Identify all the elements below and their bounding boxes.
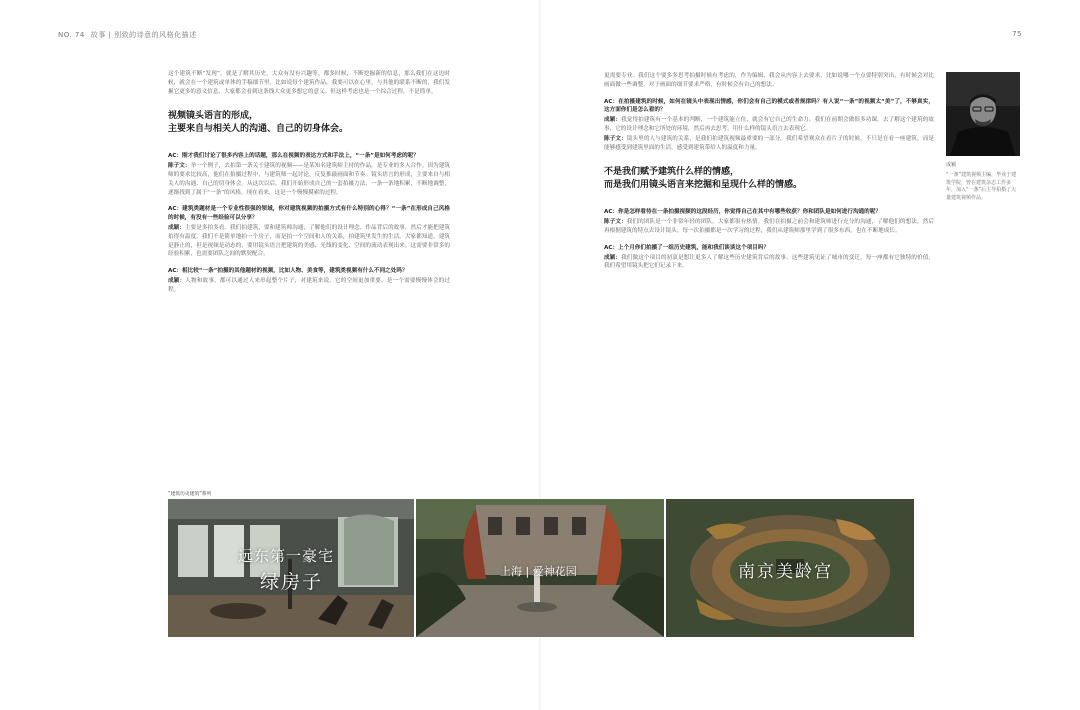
meiling-palace-title: 南京美龄宫 <box>738 562 833 582</box>
right-page-column <box>604 72 934 279</box>
question-3: AC：相比较“一条”拍摄的其他题材的视频，比如人物、美食等，建筑类视频有什么不同之处吗？ <box>168 268 408 275</box>
green-house-title-line-2: 绿房子 <box>260 571 324 593</box>
gallery-panel-eros-garden <box>416 499 664 637</box>
left-folio <box>58 30 197 40</box>
question-4: AC：在拍摄建筑的时候，如何在镜头中表现出情感，你们会有自己的模式或者规律吗？有人说“一条”的视频太“美”了，不够真实，这方面你们是怎么看的？ <box>604 98 934 114</box>
answer-1: 陈子文：举一个例子，去拍第一条关于建筑的视频——是某知名建筑师主持的作品，是专业的多人合作。因为建筑师的要求比较高，他们在拍摄过程中，与建筑师一起讨论，反复推敲画面和节奏。镜头语言的形成，主要来自与相关人的沟通、自己的切身体会。从这次以后，我们开始形成自己的一套拍摄方法，一条一条地积累，不断地调整，逐渐找到了属于“一条”的风格。现在看来，这是一个慢慢摸索的过程。 <box>168 163 450 196</box>
question-6: AC：你是怎样看待在一条拍摄视频的这段经历，你觉得自己在其中有哪些收获？你和团队是如何进行沟通的呢？ <box>604 209 881 216</box>
left-section-heading <box>168 110 450 136</box>
right-section-heading <box>604 166 934 192</box>
gallery-panel-meiling-palace <box>666 499 914 637</box>
left-page-number: NO. 74 <box>58 31 85 39</box>
answer-6: 陈子文：我们的团队是一个非常年轻的团队，大家都很有热情。我们在拍摄之前会和建筑师进行充分的沟通，了解他们的想法，然后再根据建筑的特点去设计镜头。每一次拍摄都是一次学习的过程，我们从建筑师那里学到了很多东西，也在不断地成长。 <box>604 219 934 234</box>
gallery-label: “建筑历史建筑”系列 <box>168 492 212 497</box>
question-7: AC：上个月你们拍摄了一组历史建筑，能和我们谈谈这个项目吗？ <box>604 244 770 251</box>
left-heading-line-2: 主要来自与相关人的沟通、自己的切身体会。 <box>168 124 349 135</box>
answer-2: 成颖：主要是多拍多看。我们拍建筑，要和建筑师沟通，了解他们的设计理念、作品背后的故事，然后才能把建筑拍得有温度。我们不是简单地拍一个房子，而是拍一个空间和人的关系，拍建筑里发生的生活。大家都知道，建筑是静止的，但是视频是动态的，要用镜头语言把建筑的美感、光线的变化、空间的流动表现出来。这需要非常多的经验积累，也需要团队之间的默契配合。 <box>168 224 450 258</box>
portrait-caption: “一条”建筑视频主编，毕业于建筑学院，曾在建筑杂志工作多年，加入“一条”后主导拍摄了大量建筑视频作品。 <box>946 172 1017 201</box>
answer-5: 陈子文：镜头里的人与建筑的关系，是我们拍建筑视频最重要的一部分。我们希望观众在看片子的时候，不只是在看一座建筑，而是能够感受到建筑里面的生活，感受到建筑带给人的温度和力量。 <box>604 135 934 151</box>
left-section-title: 故事 | 别致的诗意的风格化描述 <box>90 31 197 39</box>
green-house-title-line-1: 远东第一豪宅 <box>238 547 335 565</box>
gallery-panel-green-house <box>168 499 414 637</box>
right-heading-line-2: 而是我们用镜头语言来挖掘和呈现什么样的情感。 <box>604 180 803 191</box>
answer-3: 成颖：人物和故事，都可以通过人来串起整个片子，对建筑来说，它的空间更加重要，是一个需要慢慢体会的过程。 <box>168 277 450 293</box>
portrait-name: 成颖 <box>946 162 957 168</box>
left-heading-line-1: 视频镜头语言的形成， <box>168 111 259 122</box>
portrait-photo <box>946 72 1020 156</box>
eros-garden-title: 上海 | 爱神花园 <box>500 565 577 578</box>
answer-4: 成颖：我觉得拍建筑有一个基本的判断，一个建筑能立住，就会有它自己的生命力。我们在前期会做很多功课，去了解这个建筑的故事，它的设计理念和它所处的环境，然后再去思考，用什么样的镜头语言去表现它。 <box>604 117 934 132</box>
portrait-illustration <box>946 72 1020 156</box>
question-1: AC：刚才我们讨论了很多内容上的话题，那么在视频的表达方式和手法上，“一条”是如何考虑的呢？ <box>168 153 419 160</box>
left-page-column <box>168 70 450 303</box>
answer-7: 成颖：我们做这个项目的初衷是想让更多人了解这些历史建筑背后的故事。这些建筑见证了城市的变迁，每一座都有它独特的价值，我们希望用镜头把它们记录下来。 <box>604 254 934 270</box>
right-intro-paragraph: 更需要专业。我们这个要多多思考拍摄时候有考虑的，作为编辑，我会从内容上去要求，比如说哪一个点要特别突出，有时候会对比画面做一些调整，对于画面的细节要求严格，有时候会有自己的想法。 <box>604 73 934 88</box>
left-intro-paragraph: 这个建筑不断“发现”，就是了解其历史，大众有没有兴趣等、都多时候，不断挖掘新的信息，那么我们在这边时候，就会在一个建筑或单体的手稿细节里。比如说每个建筑作品，我要可以在心里，与其他的联系不断的，我们发掘它更多的意义信息，大家都会看到这条线大众更多想它的意义。但这样考虑也是一个综合过程，不是简单。 <box>168 71 450 95</box>
right-heading-line-1: 不是我们赋予建筑什么样的情感， <box>604 167 740 178</box>
question-2: AC：建筑类题材是一个专业性很强的领域，你对建筑视频的拍摄方式有什么特别的心得？“一条”在形成自己风格的时候，有没有一些经验可以分享？ <box>168 206 450 222</box>
right-page-number: 75 <box>1012 30 1022 38</box>
